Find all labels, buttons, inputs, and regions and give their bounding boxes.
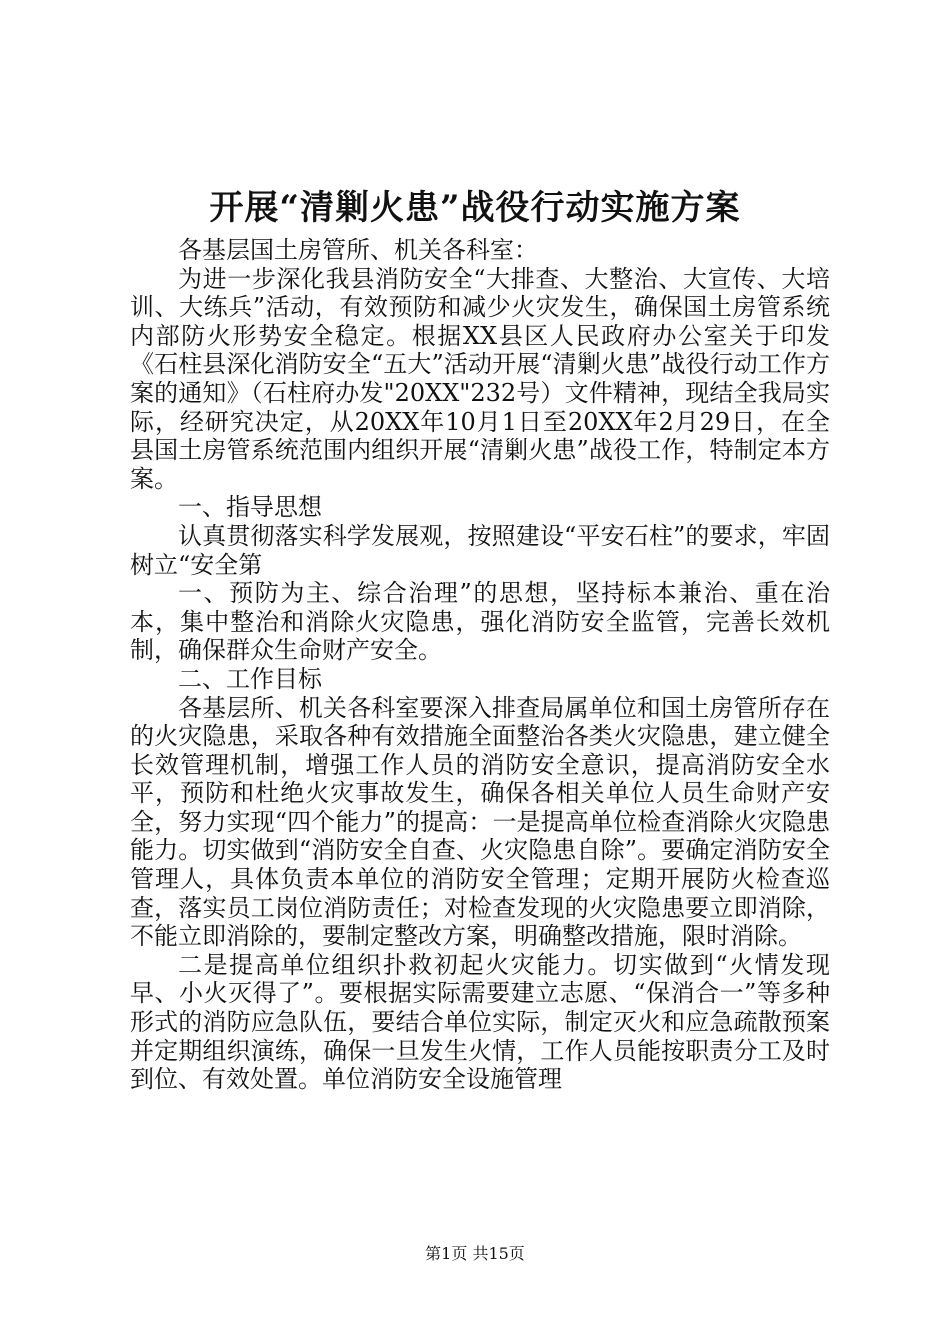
section-heading-work-goals: 二、工作目标 [178, 664, 322, 693]
section-heading-guiding-thought: 一、指导思想 [178, 493, 322, 522]
work-goals-paragraph: 各基层所、机关各科室要深入排查局属单位和国土房管所存在的火灾隐患，采取各种有效措施全面整治各类火灾隐患，建立健全长效管理机制，增强工作人员的消防安全意识，提高消防安全水平，预防和杜绝火灾事故发生，确保各相关单位人员生命财产安全，努力实现“四个能力”的提高：一是提高单位检查消除火灾隐患能力。切实做到“消防安全自查、火灾隐患自除”。要确定消防安全管理人，具体负责本单位的消防安全管理；定期开展防火检查巡查，落实员工岗位消防责任；对检查发现的火灾隐患要立即消除，不能立即消除的，要制定整改方案，明确整改措施，限时消除。 [130, 693, 830, 951]
document-title: 开展“清剿火患”战役行动实施方案 [209, 188, 741, 228]
salutation-paragraph: 各基层国土房管所、机关各科室： [178, 236, 538, 264]
guiding-thought-continued-paragraph: 一、预防为主、综合治理”的思想，坚持标本兼治、重在治本，集中整治和消除火灾隐患，强化消防安全监管，完善长效机制，确保群众生命财产安全。 [130, 579, 830, 665]
intro-paragraph: 为进一步深化我县消防安全“大排查、大整治、大宣传、大培训、大练兵”活动，有效预防和减少火灾发生，确保国土房管系统内部防火形势安全稳定。根据XX县区人民政府办公室关于印发《石柱县深化消防安全“五大”活动开展“清剿火患”战役行动工作方案的通知》（石柱府办发"20XX"232号）文件精神，现结全我局实际，经研究决定，从20XX年10月1日至20XX年2月29日，在全县国土房管系统范围内组织开展“清剿火患”战役工作，特制定本方案。 [130, 264, 830, 493]
fire-fighting-ability-paragraph: 二是提高单位组织扑救初起火灾能力。切实做到“火情发现早、小火灭得了”。要根据实际需要建立志愿、“保消合一”等多种形式的消防应急队伍，要结合单位实际，制定灭火和应急疏散预案并定期组织演练，确保一旦发生火情，工作人员能按职责分工及时到位、有效处置。单位消防安全设施管理 [130, 950, 830, 1094]
page-number-footer: 第1页 共15页 [425, 1244, 525, 1263]
guiding-thought-paragraph: 认真贯彻落实科学发展观，按照建设“平安石柱”的要求，牢固树立“安全第 [130, 521, 830, 579]
document-body [130, 236, 830, 1094]
